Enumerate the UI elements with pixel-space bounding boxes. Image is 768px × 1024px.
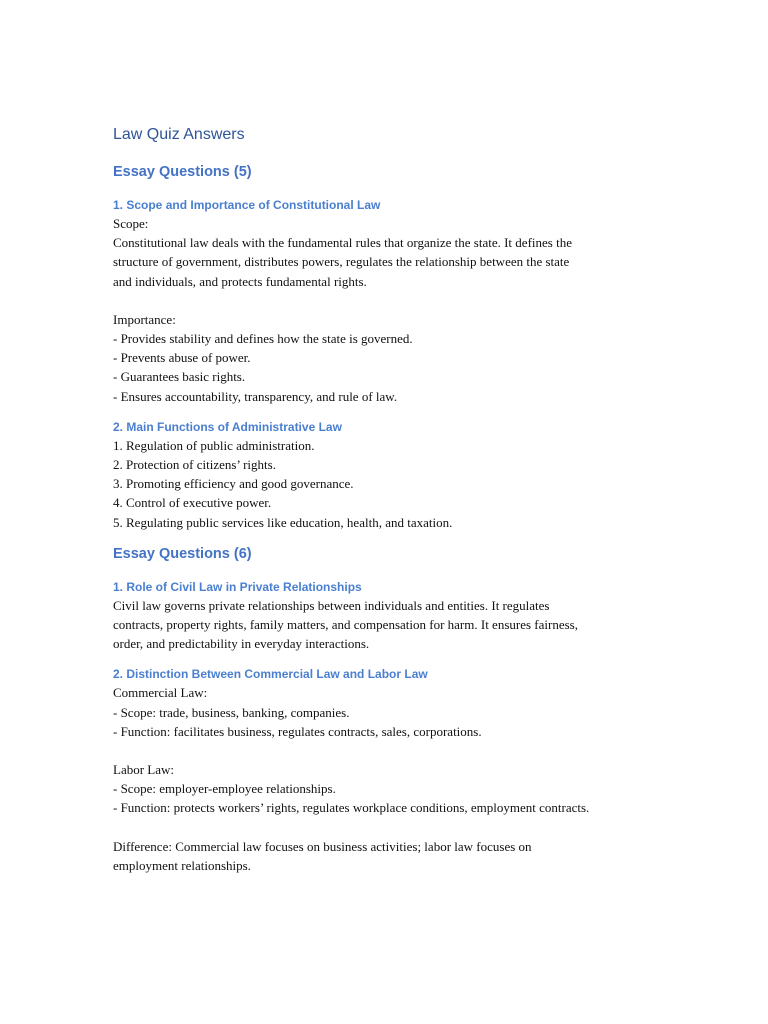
section-essay-questions-5 [113,162,673,532]
question-heading: 1. Scope and Importance of Constitutional Law [113,198,381,212]
body-line: Scope: [113,216,149,231]
body-line: employment relationships. [113,857,251,873]
body-line: Importance: [113,311,176,327]
body-line: - Function: protects workers’ rights, regulates workplace conditions, employment contracts. [113,800,590,816]
body-line: Commercial Law: [113,685,208,701]
body-line: 4. Control of executive power. [113,495,272,511]
body-line: Labor Law: [113,762,175,778]
question-block [113,418,673,532]
question-block [113,665,673,875]
body-line: Constitutional law deals with the fundamental rules that organize the state. It defines the [113,235,572,251]
section-essay-questions-6 [113,544,673,875]
body-line: contracts, property rights, family matters, and compensation for harm. It ensures fairness, [113,617,578,633]
body-line: 3. Promoting efficiency and good governance. [113,476,354,492]
body-line: - Scope: trade, business, banking, companies. [113,704,350,720]
body-line: Civil law governs private relationships between individuals and entities. It regulates [113,597,550,613]
body-line: Difference: Commercial law focuses on business activities; labor law focuses on [113,838,532,854]
question-heading: 1. Role of Civil Law in Private Relationships [113,579,362,594]
question-heading: 2. Distinction Between Commercial Law and Labor Law [113,667,428,682]
paragraph-gap [113,291,673,310]
body-line: order, and predictability in everyday interactions. [113,636,370,652]
body-line: - Prevents abuse of power. [113,350,251,366]
document-title: Law Quiz Answers [113,126,245,143]
document-page [113,124,673,887]
body-line: - Provides stability and defines how the state is governed. [113,331,413,347]
body-line: - Guarantees basic rights. [113,369,246,385]
paragraph-gap [113,741,673,760]
body-line: - Scope: employer-employee relationships. [113,781,336,797]
body-line: 5. Regulating public services like education, health, and taxation. [113,514,453,530]
paragraph-gap [113,818,673,837]
section-heading: Essay Questions (6) [113,545,252,562]
question-block [113,196,673,406]
body-line: 2. Protection of citizens’ rights. [113,457,276,473]
section-heading: Essay Questions (5) [113,164,252,180]
question-block [113,578,673,654]
question-heading: 2. Main Functions of Administrative Law [113,419,342,434]
body-line: and individuals, and protects fundamental rights. [113,273,367,289]
body-line: structure of government, distributes powers, regulates the relationship between the state [113,254,570,270]
body-line: - Ensures accountability, transparency, and rule of law. [113,388,398,404]
body-line: 1. Regulation of public administration. [113,437,315,453]
body-line: - Function: facilitates business, regulates contracts, sales, corporations. [113,723,482,739]
